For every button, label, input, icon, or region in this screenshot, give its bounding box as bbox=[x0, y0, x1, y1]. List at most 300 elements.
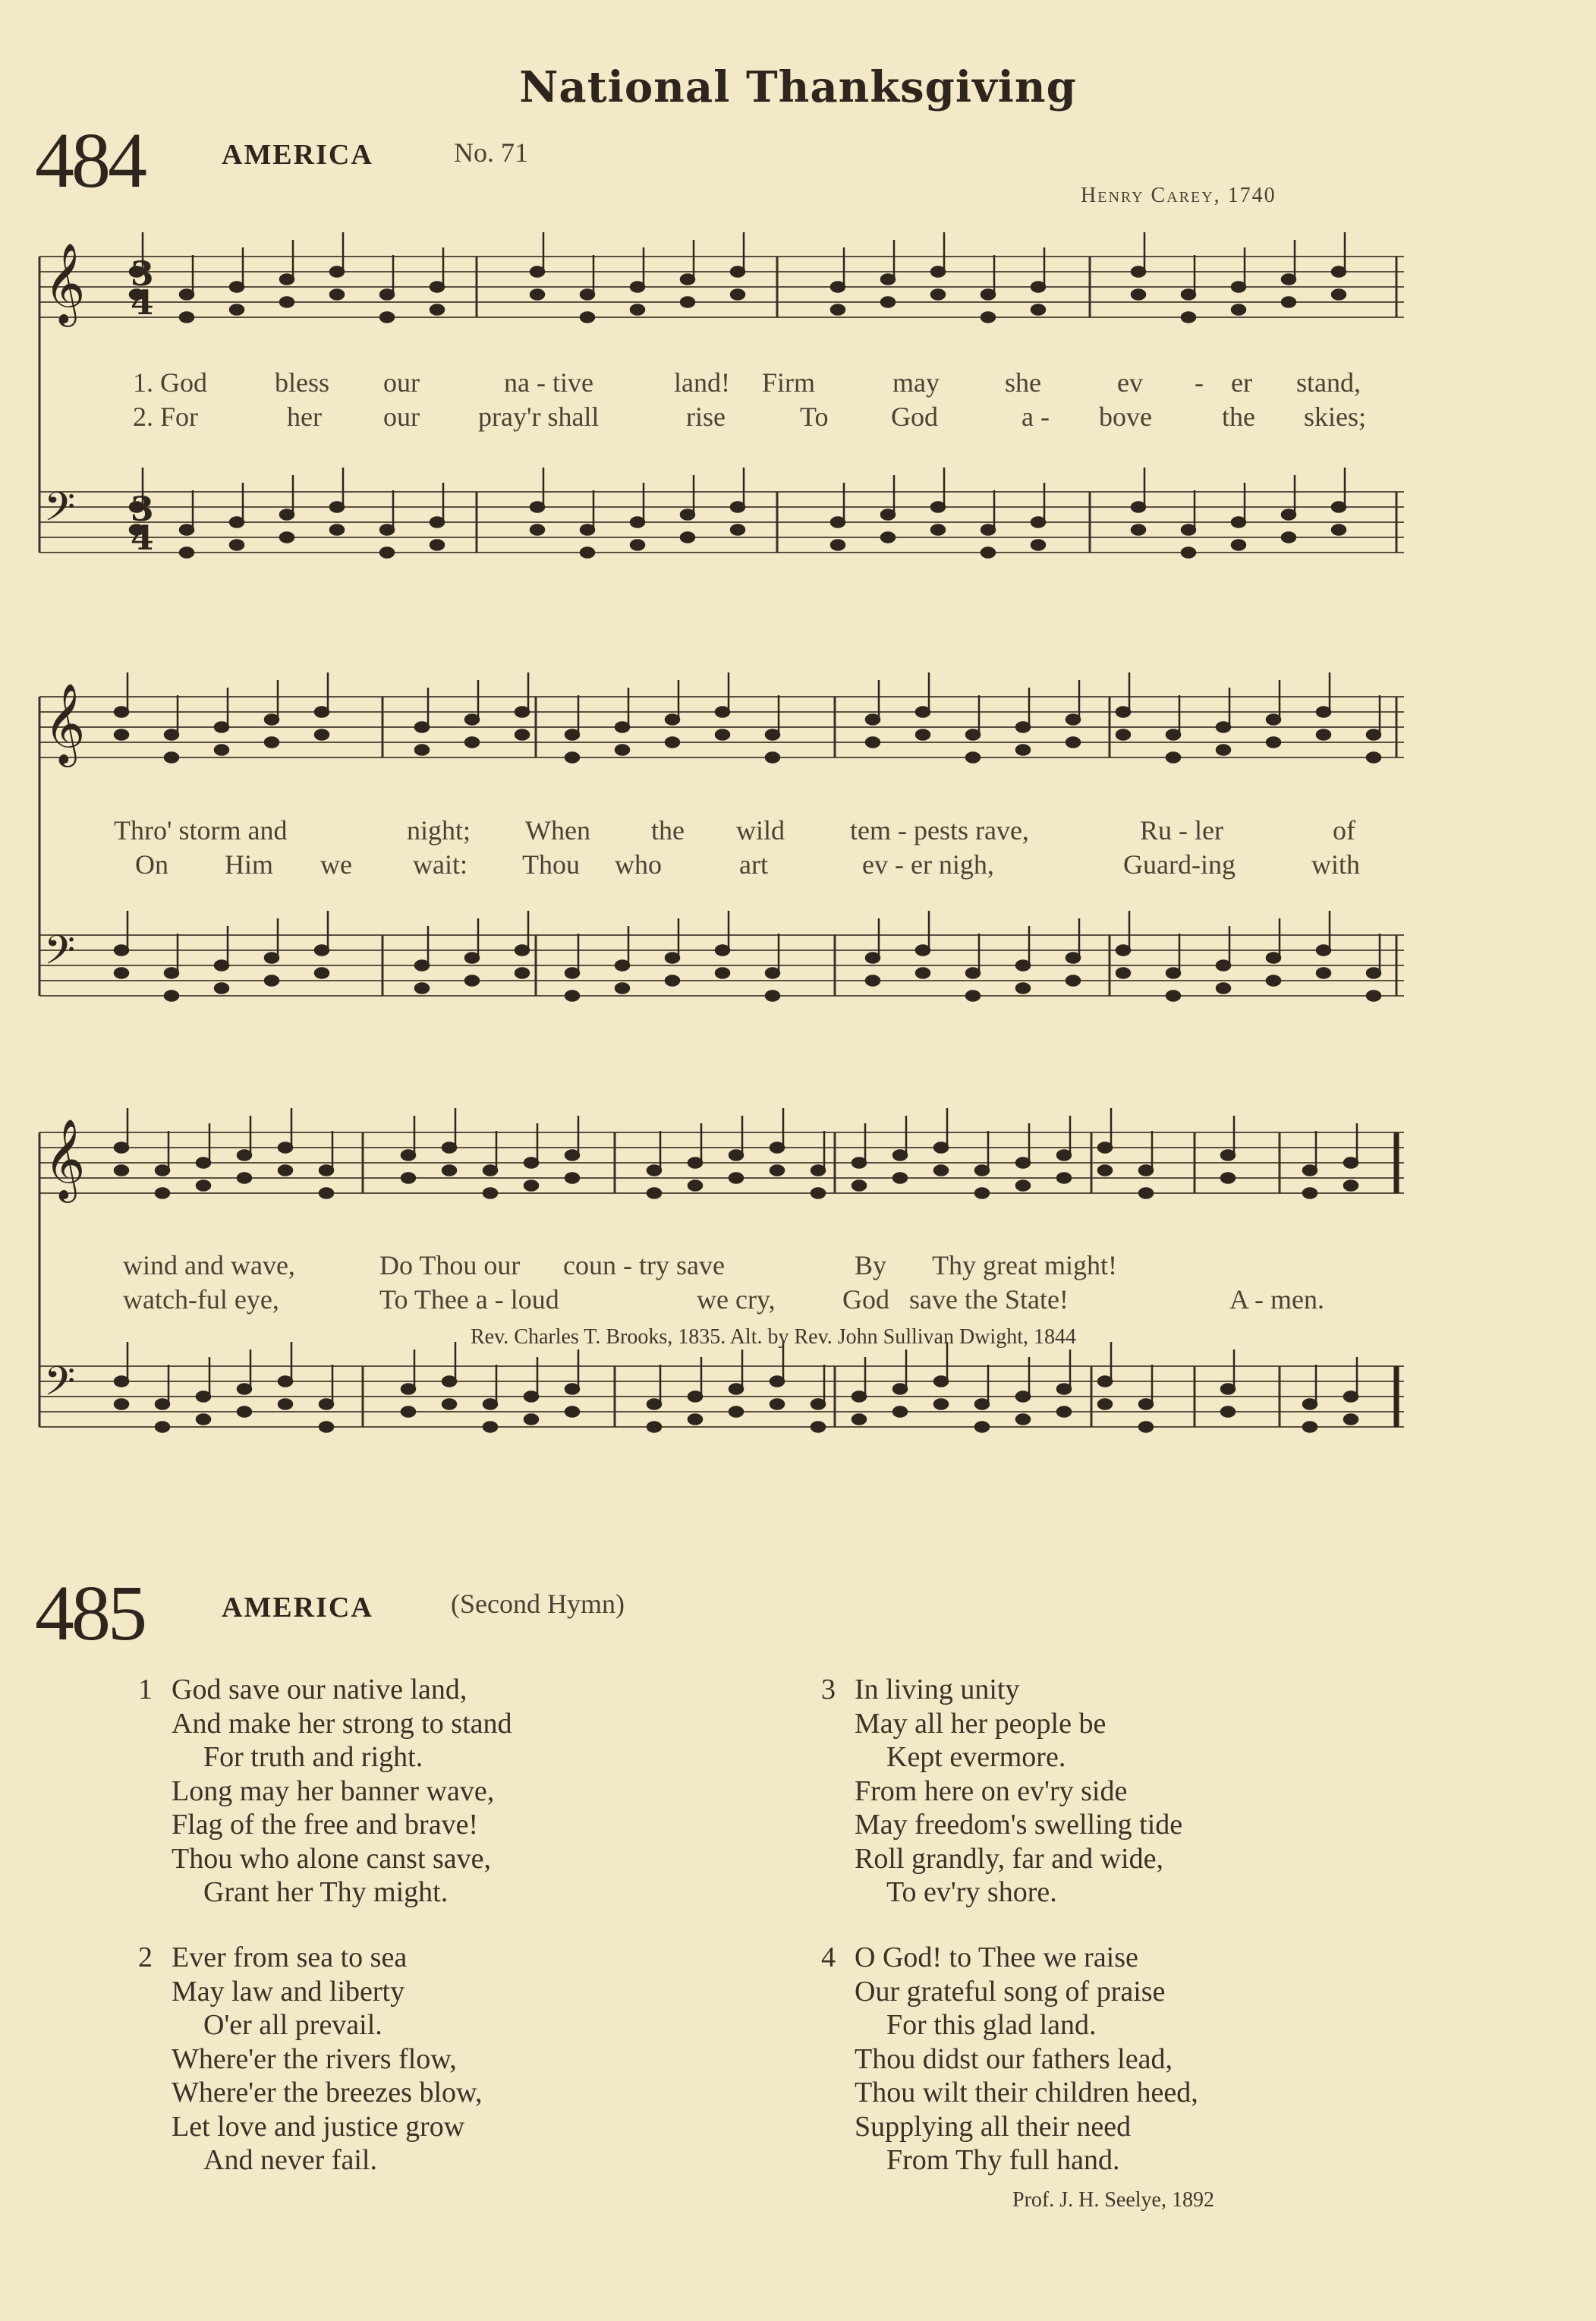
notehead bbox=[581, 313, 594, 323]
notehead bbox=[866, 715, 880, 725]
notehead bbox=[1367, 730, 1380, 740]
notehead bbox=[265, 953, 279, 963]
notehead bbox=[1066, 976, 1080, 986]
notehead bbox=[975, 1166, 989, 1176]
notehead bbox=[881, 275, 895, 285]
notehead bbox=[165, 753, 178, 763]
notehead bbox=[230, 305, 244, 315]
notehead bbox=[1232, 540, 1245, 550]
notehead bbox=[811, 1400, 825, 1409]
notehead bbox=[465, 976, 479, 986]
notehead bbox=[934, 1377, 948, 1387]
notehead bbox=[831, 540, 845, 550]
notehead bbox=[1332, 267, 1346, 277]
notehead bbox=[515, 707, 529, 717]
notehead bbox=[180, 290, 194, 300]
notehead bbox=[380, 525, 394, 535]
notehead bbox=[565, 991, 579, 1001]
notehead bbox=[415, 961, 429, 971]
notehead bbox=[866, 738, 880, 748]
notehead bbox=[647, 1422, 661, 1432]
notehead bbox=[893, 1407, 907, 1417]
notehead bbox=[1221, 1173, 1235, 1183]
notehead bbox=[1282, 533, 1295, 543]
notehead bbox=[631, 540, 644, 550]
notehead bbox=[442, 1166, 456, 1176]
notehead bbox=[401, 1173, 415, 1183]
notehead bbox=[1139, 1166, 1153, 1176]
notehead bbox=[916, 968, 930, 978]
notehead bbox=[1317, 946, 1330, 956]
notehead bbox=[766, 991, 779, 1001]
notehead bbox=[230, 540, 244, 550]
notehead bbox=[1057, 1151, 1071, 1160]
hymn-subtitle: (Second Hymn) bbox=[451, 1589, 625, 1619]
notehead bbox=[115, 946, 128, 956]
notehead bbox=[1282, 298, 1295, 307]
notehead bbox=[688, 1392, 702, 1402]
stanza-2: 2 Ever from sea to sea May law and liberty O'er all prevail. Where'er the rivers flow, Where'er the breezes blow, Let love and justice grow And never fail. bbox=[138, 1942, 483, 2176]
notehead bbox=[1217, 984, 1230, 994]
notehead bbox=[729, 1407, 743, 1417]
notehead bbox=[1221, 1384, 1235, 1394]
stanza-4: 4 O God! to Thee we raise Our grateful song of praise For this glad land. Thou didst our fathers lead, Thou wilt their children heed, Supplying all their need From Thy full hand. bbox=[821, 1942, 1198, 2176]
notehead bbox=[688, 1158, 702, 1168]
notehead bbox=[1132, 290, 1145, 300]
notehead bbox=[1016, 984, 1030, 994]
notehead bbox=[1098, 1400, 1112, 1409]
notehead bbox=[524, 1415, 538, 1425]
notehead bbox=[1182, 290, 1195, 300]
stanza-number: 3 bbox=[821, 1674, 836, 1705]
notehead bbox=[265, 976, 279, 986]
notehead bbox=[1031, 518, 1045, 528]
notehead bbox=[115, 707, 128, 717]
notehead bbox=[320, 1422, 333, 1432]
notehead bbox=[280, 510, 294, 520]
notehead bbox=[729, 1173, 743, 1183]
notehead bbox=[330, 502, 344, 512]
notehead bbox=[615, 961, 629, 971]
notehead bbox=[831, 305, 845, 315]
notehead bbox=[197, 1415, 210, 1425]
notehead bbox=[981, 525, 995, 535]
notehead bbox=[279, 1377, 292, 1387]
notehead bbox=[524, 1392, 538, 1402]
notehead bbox=[934, 1166, 948, 1176]
notehead bbox=[320, 1400, 333, 1409]
notehead bbox=[1332, 525, 1346, 535]
notehead bbox=[981, 290, 995, 300]
notehead bbox=[524, 1181, 538, 1191]
notehead bbox=[330, 525, 344, 535]
notehead bbox=[729, 1384, 743, 1394]
notehead bbox=[1317, 707, 1330, 717]
notehead bbox=[115, 968, 128, 978]
notehead bbox=[315, 707, 329, 717]
notehead bbox=[852, 1181, 866, 1191]
notehead bbox=[893, 1151, 907, 1160]
notehead bbox=[647, 1189, 661, 1198]
notehead bbox=[1367, 968, 1380, 978]
time-signature-top: 3 bbox=[131, 490, 154, 529]
notehead bbox=[430, 518, 444, 528]
notehead bbox=[1166, 730, 1180, 740]
notehead bbox=[442, 1400, 456, 1409]
notehead bbox=[716, 946, 729, 956]
notehead bbox=[1057, 1173, 1071, 1183]
notehead bbox=[524, 1158, 538, 1168]
notehead bbox=[515, 730, 529, 740]
notehead bbox=[156, 1189, 169, 1198]
notehead bbox=[1303, 1166, 1317, 1176]
system-3-verse-2: watch-ful eye, To Thee a - loud we cry, God save the State! A - men. bbox=[123, 1284, 1324, 1315]
notehead bbox=[401, 1384, 415, 1394]
notehead bbox=[165, 991, 178, 1001]
hymn-number-484: 484 bbox=[35, 117, 144, 204]
notehead bbox=[483, 1189, 497, 1198]
notehead bbox=[1303, 1422, 1317, 1432]
notehead bbox=[731, 267, 744, 277]
notehead bbox=[1221, 1407, 1235, 1417]
notehead bbox=[966, 753, 980, 763]
notehead bbox=[565, 730, 579, 740]
notehead bbox=[631, 305, 644, 315]
bass-clef: 𝄢 bbox=[44, 927, 76, 984]
notehead bbox=[265, 715, 279, 725]
notehead bbox=[530, 502, 544, 512]
notehead bbox=[115, 1377, 128, 1387]
notehead bbox=[681, 533, 694, 543]
notehead bbox=[1031, 282, 1045, 292]
notehead bbox=[1232, 305, 1245, 315]
notehead bbox=[893, 1384, 907, 1394]
notehead bbox=[615, 723, 629, 732]
lyric-credits: Rev. Charles T. Brooks, 1835. Alt. by Rev. John Sullivan Dwight, 1844 bbox=[471, 1325, 1076, 1349]
notehead bbox=[215, 723, 228, 732]
notehead bbox=[966, 968, 980, 978]
notehead bbox=[731, 525, 744, 535]
notehead bbox=[115, 1400, 128, 1409]
notehead bbox=[881, 533, 895, 543]
notehead bbox=[280, 533, 294, 543]
notehead bbox=[581, 548, 594, 558]
notehead bbox=[238, 1151, 251, 1160]
notehead bbox=[279, 1166, 292, 1176]
notehead bbox=[770, 1377, 784, 1387]
notehead bbox=[975, 1189, 989, 1198]
notehead bbox=[483, 1422, 497, 1432]
notehead bbox=[1098, 1166, 1112, 1176]
notehead bbox=[581, 290, 594, 300]
notehead bbox=[766, 968, 779, 978]
notehead bbox=[1317, 968, 1330, 978]
notehead bbox=[315, 946, 329, 956]
treble-clef: 𝄞 bbox=[44, 242, 86, 323]
notehead bbox=[931, 502, 945, 512]
notehead bbox=[1057, 1407, 1071, 1417]
notehead bbox=[115, 730, 128, 740]
notehead bbox=[380, 548, 394, 558]
notehead bbox=[565, 968, 579, 978]
notehead bbox=[1317, 730, 1330, 740]
notehead bbox=[934, 1400, 948, 1409]
notehead bbox=[215, 984, 228, 994]
notehead bbox=[442, 1143, 456, 1153]
notehead bbox=[279, 1400, 292, 1409]
notehead bbox=[981, 313, 995, 323]
stanza-number: 2 bbox=[138, 1942, 153, 1973]
notehead bbox=[1217, 723, 1230, 732]
notehead bbox=[1016, 1158, 1030, 1168]
notehead bbox=[647, 1400, 661, 1409]
notehead bbox=[731, 502, 744, 512]
notehead bbox=[1232, 282, 1245, 292]
notehead bbox=[483, 1166, 497, 1176]
notehead bbox=[770, 1400, 784, 1409]
notehead bbox=[197, 1158, 210, 1168]
notehead bbox=[1282, 510, 1295, 520]
notehead bbox=[1344, 1181, 1358, 1191]
notehead bbox=[1282, 275, 1295, 285]
notehead bbox=[966, 730, 980, 740]
notehead bbox=[197, 1392, 210, 1402]
treble-clef: 𝄞 bbox=[44, 1118, 86, 1199]
notehead bbox=[230, 518, 244, 528]
notehead bbox=[238, 1407, 251, 1417]
time-signature-top: 3 bbox=[131, 255, 154, 294]
notehead bbox=[430, 282, 444, 292]
notehead bbox=[766, 730, 779, 740]
notehead bbox=[165, 968, 178, 978]
notehead bbox=[320, 1166, 333, 1176]
notehead bbox=[647, 1166, 661, 1176]
notehead bbox=[1166, 753, 1180, 763]
notehead bbox=[515, 946, 529, 956]
notehead bbox=[156, 1422, 169, 1432]
section-title: National Thanksgiving bbox=[519, 62, 1077, 112]
notehead bbox=[530, 267, 544, 277]
notehead bbox=[831, 518, 845, 528]
notehead bbox=[811, 1422, 825, 1432]
notehead bbox=[565, 1384, 579, 1394]
notehead bbox=[565, 1173, 579, 1183]
notehead bbox=[1217, 961, 1230, 971]
notehead bbox=[1139, 1422, 1153, 1432]
notehead bbox=[893, 1173, 907, 1183]
notehead bbox=[615, 984, 629, 994]
treble-clef: 𝄞 bbox=[44, 682, 86, 764]
notehead bbox=[1016, 1392, 1030, 1402]
notehead bbox=[565, 753, 579, 763]
notehead bbox=[415, 745, 429, 755]
notehead bbox=[530, 290, 544, 300]
time-signature-bottom: 4 bbox=[131, 519, 154, 558]
notehead bbox=[966, 991, 980, 1001]
notehead bbox=[1303, 1400, 1317, 1409]
notehead bbox=[688, 1181, 702, 1191]
hymn-number-485: 485 bbox=[35, 1570, 144, 1657]
system-1-verse-2: 2. For her our pray'r shall rise To God a - bove the skies; bbox=[133, 402, 1367, 432]
notehead bbox=[770, 1143, 784, 1153]
notehead bbox=[1332, 502, 1346, 512]
notehead bbox=[1267, 953, 1280, 963]
notehead bbox=[981, 548, 995, 558]
notehead bbox=[1221, 1151, 1235, 1160]
tune-reference: No. 71 bbox=[454, 137, 528, 168]
notehead bbox=[1267, 715, 1280, 725]
stanza-3: 3 In living unity May all her people be Kept evermore. From here on ev'ry side May freedom's swelling tide Roll grandly, far and wide, To ev'ry shore. bbox=[821, 1674, 1183, 1908]
notehead bbox=[615, 745, 629, 755]
notehead bbox=[1066, 715, 1080, 725]
notehead bbox=[666, 953, 679, 963]
notehead bbox=[442, 1377, 456, 1387]
notehead bbox=[530, 525, 544, 535]
notehead bbox=[931, 525, 945, 535]
notehead bbox=[238, 1384, 251, 1394]
notehead bbox=[1267, 738, 1280, 748]
system-2-verse-2: On Him we wait: Thou who art ev - er nigh, Guard-ing with bbox=[135, 849, 1361, 880]
notehead bbox=[1066, 953, 1080, 963]
notehead bbox=[238, 1173, 251, 1183]
notehead bbox=[1132, 502, 1145, 512]
notehead bbox=[852, 1392, 866, 1402]
notehead bbox=[666, 715, 679, 725]
notehead bbox=[1344, 1158, 1358, 1168]
notehead bbox=[681, 275, 694, 285]
system-2-verse-1: Thro' storm and night; When the wild tem - pests rave, Ru - ler of bbox=[114, 815, 1355, 846]
tune-name-485: AMERICA bbox=[222, 1592, 373, 1623]
notehead bbox=[716, 968, 729, 978]
tune-name-484: AMERICA bbox=[222, 139, 373, 171]
notehead bbox=[688, 1415, 702, 1425]
notehead bbox=[681, 510, 694, 520]
notehead bbox=[197, 1181, 210, 1191]
stanza-number: 4 bbox=[821, 1942, 836, 1973]
system-1-verse-1: 1. God bless our na - tive land! Firm may she ev - er stand, bbox=[133, 367, 1361, 398]
notehead bbox=[1116, 730, 1130, 740]
notehead bbox=[666, 738, 679, 748]
notehead bbox=[415, 984, 429, 994]
bass-clef: 𝄢 bbox=[44, 1359, 76, 1415]
system-3-verse-1: wind and wave, Do Thou our coun - try save By Thy great might! bbox=[123, 1250, 1117, 1280]
notehead bbox=[180, 313, 194, 323]
notehead bbox=[916, 707, 930, 717]
notehead bbox=[1139, 1189, 1153, 1198]
notehead bbox=[1344, 1392, 1358, 1402]
notehead bbox=[1166, 991, 1180, 1001]
notehead bbox=[1166, 968, 1180, 978]
notehead bbox=[831, 282, 845, 292]
notehead bbox=[975, 1422, 989, 1432]
notehead bbox=[852, 1415, 866, 1425]
notehead bbox=[729, 1151, 743, 1160]
notehead bbox=[315, 730, 329, 740]
notehead bbox=[1367, 991, 1380, 1001]
hymn-485-author: Prof. J. H. Seelye, 1892 bbox=[1012, 2188, 1214, 2212]
notehead bbox=[1016, 1415, 1030, 1425]
notehead bbox=[1132, 267, 1145, 277]
notehead bbox=[165, 730, 178, 740]
notehead bbox=[380, 313, 394, 323]
notehead bbox=[280, 275, 294, 285]
notehead bbox=[770, 1166, 784, 1176]
notehead bbox=[279, 1143, 292, 1153]
notehead bbox=[565, 1407, 579, 1417]
notehead bbox=[1098, 1377, 1112, 1387]
notehead bbox=[1367, 753, 1380, 763]
notehead bbox=[852, 1158, 866, 1168]
notehead bbox=[1132, 525, 1145, 535]
notehead bbox=[330, 290, 344, 300]
notehead bbox=[430, 305, 444, 315]
notehead bbox=[681, 298, 694, 307]
notehead bbox=[515, 968, 529, 978]
time-signature-bottom: 4 bbox=[131, 284, 154, 323]
notehead bbox=[180, 548, 194, 558]
notehead bbox=[716, 707, 729, 717]
notehead bbox=[1182, 525, 1195, 535]
notehead bbox=[415, 723, 429, 732]
notehead bbox=[483, 1400, 497, 1409]
notehead bbox=[330, 267, 344, 277]
notehead bbox=[315, 968, 329, 978]
notehead bbox=[230, 282, 244, 292]
notehead bbox=[1031, 540, 1045, 550]
composer-credit: Henry Carey, 1740 bbox=[1081, 184, 1276, 207]
notehead bbox=[866, 976, 880, 986]
notehead bbox=[931, 267, 945, 277]
notehead bbox=[581, 525, 594, 535]
notehead bbox=[1057, 1384, 1071, 1394]
notehead bbox=[811, 1166, 825, 1176]
notehead bbox=[811, 1189, 825, 1198]
notehead bbox=[215, 961, 228, 971]
notehead bbox=[1332, 290, 1346, 300]
notehead bbox=[1016, 1181, 1030, 1191]
notehead bbox=[565, 1151, 579, 1160]
bass-clef: 𝄢 bbox=[44, 484, 76, 540]
notehead bbox=[631, 518, 644, 528]
notehead bbox=[215, 745, 228, 755]
notehead bbox=[1116, 968, 1130, 978]
notehead bbox=[465, 715, 479, 725]
stanza-number: 1 bbox=[138, 1674, 153, 1705]
stanza-1: 1 God save our native land, And make her strong to stand For truth and right. Long may her banner wave, Flag of the free and brave! Thou who alone canst save, Grant her Thy might. bbox=[138, 1674, 512, 1908]
notehead bbox=[1303, 1189, 1317, 1198]
notehead bbox=[1344, 1415, 1358, 1425]
notehead bbox=[180, 525, 194, 535]
notehead bbox=[1016, 745, 1030, 755]
notehead bbox=[265, 738, 279, 748]
notehead bbox=[881, 298, 895, 307]
notehead bbox=[975, 1400, 989, 1409]
notehead bbox=[465, 953, 479, 963]
notehead bbox=[666, 976, 679, 986]
notehead bbox=[1139, 1400, 1153, 1409]
notehead bbox=[280, 298, 294, 307]
notehead bbox=[1116, 707, 1130, 717]
notehead bbox=[1232, 518, 1245, 528]
notehead bbox=[766, 753, 779, 763]
notehead bbox=[1031, 305, 1045, 315]
notehead bbox=[931, 290, 945, 300]
notehead bbox=[916, 946, 930, 956]
notehead bbox=[1182, 313, 1195, 323]
notehead bbox=[115, 1166, 128, 1176]
notehead bbox=[1182, 548, 1195, 558]
notehead bbox=[866, 953, 880, 963]
